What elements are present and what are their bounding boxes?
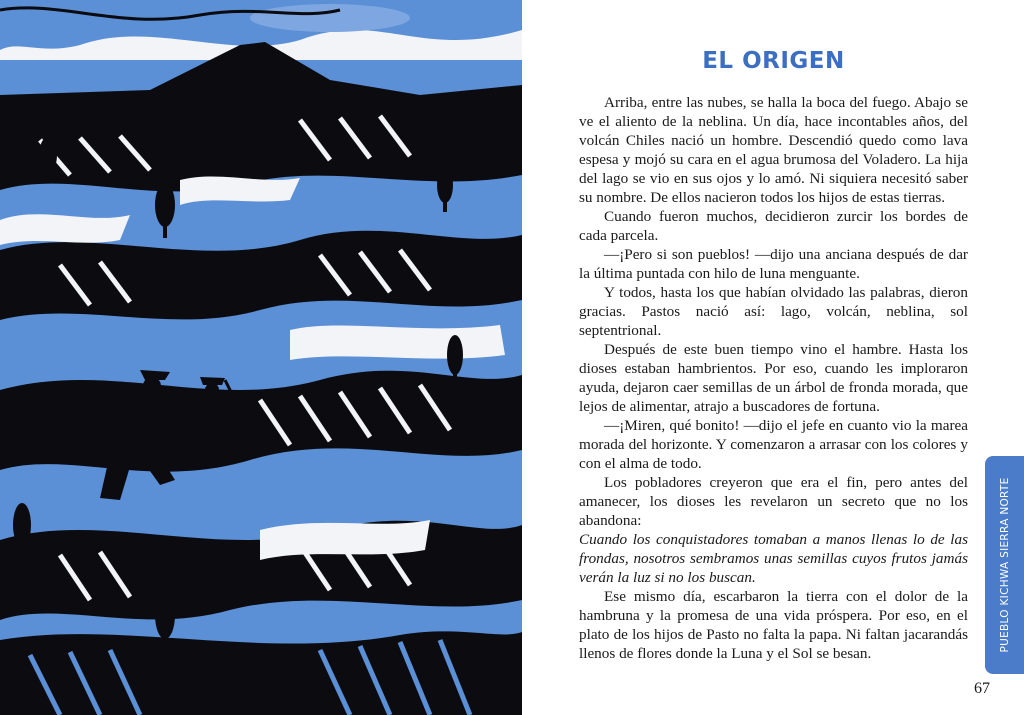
paragraph: Ese mismo día, escarbaron la tierra con el dolor de la hambruna y la promesa de una vida próspera. Por eso, en el plato de los hijos de Pasto no falta la papa. Ni faltan jacarandás llenos de flores donde la Luna y el Sol se besan. bbox=[579, 588, 968, 662]
italic-quote-paragraph: Cuando los conquistadores tomaban a manos llenas lo de las frondas, nosotros sembramos unas semillas cuyos frutos jamás verán la luz si no los buscan. bbox=[579, 531, 968, 586]
paragraph: Arriba, entre las nubes, se halla la boca del fuego. Abajo se ve el aliento de la neblina. Un día, hace incontables años, del volcán Chiles nació un hombre. Descendió quedo como lava espesa y mojó su cara en el agua brumosa del Voladero. La hija del lago se vio en sus ojos y lo amó. Ni siquiera necesitó saber su nombre. De ellos nacieron todos los hijos de estas tierras. bbox=[579, 94, 968, 206]
text-page bbox=[579, 0, 968, 715]
paragraph: Y todos, hasta los que habían olvidado las palabras, dieron gracias. Pastos nació así: lago, volcán, neblina, sol septentrional. bbox=[579, 284, 968, 339]
side-tab-label: PUEBLO KICHWA SIERRA NORTE bbox=[998, 477, 1011, 653]
paragraph: Después de este buen tiempo vino el hambre. Hasta los dioses estaban hambrientos. Por eso, cuando les imploraron ayuda, dejaron caer semillas de un árbol de fronda morada, que lejos de alimentar, atrajo a buscadores de fortuna. bbox=[579, 341, 968, 415]
paragraph: —¡Pero si son pueblos! —dijo una anciana después de dar la última puntada con hilo de luna menguante. bbox=[579, 246, 968, 282]
page-title: EL ORIGEN bbox=[702, 48, 845, 74]
paragraph: Los pobladores creyeron que era el fin, pero antes del amanecer, los dioses les revelaron un secreto que no los abandona: bbox=[579, 474, 968, 529]
paragraph: —¡Miren, qué bonito! —dijo el jefe en cuanto vio la marea morada del horizonte. Y comenzaron a arrasar con los colores y con el alma de todo. bbox=[579, 417, 968, 472]
page-number: 67 bbox=[974, 680, 990, 697]
paragraph: Cuando fueron muchos, decidieron zurcir los bordes de cada parcela. bbox=[579, 208, 968, 244]
story-body bbox=[579, 93, 968, 663]
section-side-tab bbox=[985, 456, 1024, 674]
